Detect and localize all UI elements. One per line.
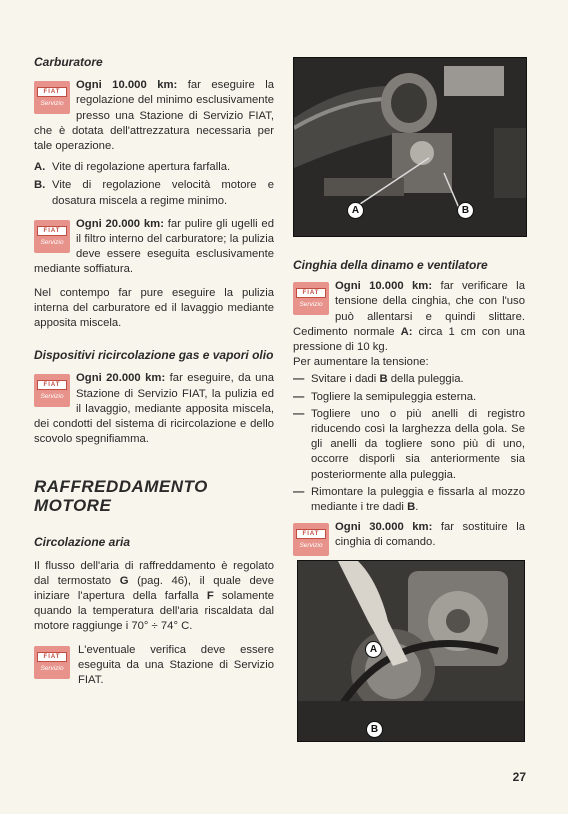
fiat-service-badge: FIAT Servizio (34, 646, 70, 679)
section-heading: Cinghia della dinamo e ventilatore (293, 258, 488, 272)
belt-photo (297, 560, 525, 742)
list-item: — Svitare i dadi B della puleggia. (293, 373, 464, 386)
paragraph-10000: FIAT Servizio Ogni 10.000 km: far eseguire la regolazione del minimo esclusivamente presso una Stazione di Servizio FIAT, che è dotata dell'attrezzatura necessaria per tale operazione. (34, 79, 274, 153)
list-item: — Togliere la semipuleggia esterna. (293, 390, 477, 403)
label-b: B (457, 202, 474, 219)
paragraph-verifica: FIAT Servizio L'eventuale verifica deve essere eseguita da una Stazione di Servizio FIAT. (34, 643, 274, 689)
fiat-service-badge: FIAT Servizio (293, 282, 329, 315)
fiat-service-badge: FIAT Servizio (34, 81, 70, 114)
paragraph-20000: FIAT Servizio Ogni 20.000 km: far pulire gli ugelli ed il filtro interno del carburatore; la pulizia deve essere eseguita esclusivamente mediante soffiatura. (34, 217, 274, 276)
section-heading: Circolazione aria (34, 535, 131, 550)
list-item: — Rimontare la puleggia e fissarla al mozzo mediante i tre dadi B. (293, 485, 525, 514)
label-a: A (365, 641, 382, 658)
label-a: A (347, 202, 364, 219)
list-item: B. Vite di regolazione velocità motore e dosatura miscela a regime minimo. (34, 179, 274, 207)
section-heading: Carburatore (34, 55, 103, 69)
list-item: A. Vite di regolazione apertura farfalla. (34, 161, 231, 174)
paragraph-10000: FIAT Servizio Ogni 10.000 km: far verificare la tensione della cinghia, che con l'uso può allentarsi e quindi slittare. Cedimento normale A: circa 1 cm con una pressione di 10 kg. (293, 280, 525, 354)
paragraph: Il flusso dell'aria di raffreddamento è regolato dal termostato G (pag. 46), il quale deve iniziare l'apertura della farfalla F solamente quando la temperatura dell'aria riscaldata dal motore raggiunge i 70° ÷ 74° C. (34, 559, 274, 633)
fiat-service-badge: FIAT Servizio (34, 220, 70, 253)
list-item: — Togliere uno o più anelli di registro riducendo così la larghezza della gola. Se gli anelli da togliere sono più di uno, occorre disporli sia anteriormente sia posteriormente alla puleggia. (293, 407, 525, 481)
carburetor-photo (293, 57, 527, 237)
paragraph: Per aumentare la tensione: (293, 356, 429, 369)
chapter-heading: RAFFREDDAMENTO MOTORE (34, 477, 208, 516)
carburatore-section (34, 55, 274, 688)
cinghia-section (293, 258, 525, 558)
fiat-service-badge: FIAT Servizio (34, 374, 70, 407)
section-heading: Dispositivi ricircolazione gas e vapori olio (34, 348, 274, 363)
belt-illustration (298, 561, 524, 741)
page-number: 27 (512, 770, 526, 784)
label-b: B (366, 721, 383, 738)
paragraph: Nel contempo far pure eseguire la pulizia interna del carburatore ed il lavaggio mediante apposita miscela. (34, 286, 274, 330)
fiat-service-badge: FIAT Servizio (293, 523, 329, 556)
carburetor-illustration (294, 58, 526, 236)
paragraph-20000: FIAT Servizio Ogni 20.000 km: far eseguire, da una Stazione di Servizio FIAT, la pulizia ed il lavaggio, mediante apposita miscela, dei condotti del sistema di ricircolazione e dello scovolo spegnifiamma. (34, 372, 275, 446)
paragraph-30000: FIAT Servizio Ogni 30.000 km: far sostituire la cinghia di comando. (293, 520, 525, 550)
